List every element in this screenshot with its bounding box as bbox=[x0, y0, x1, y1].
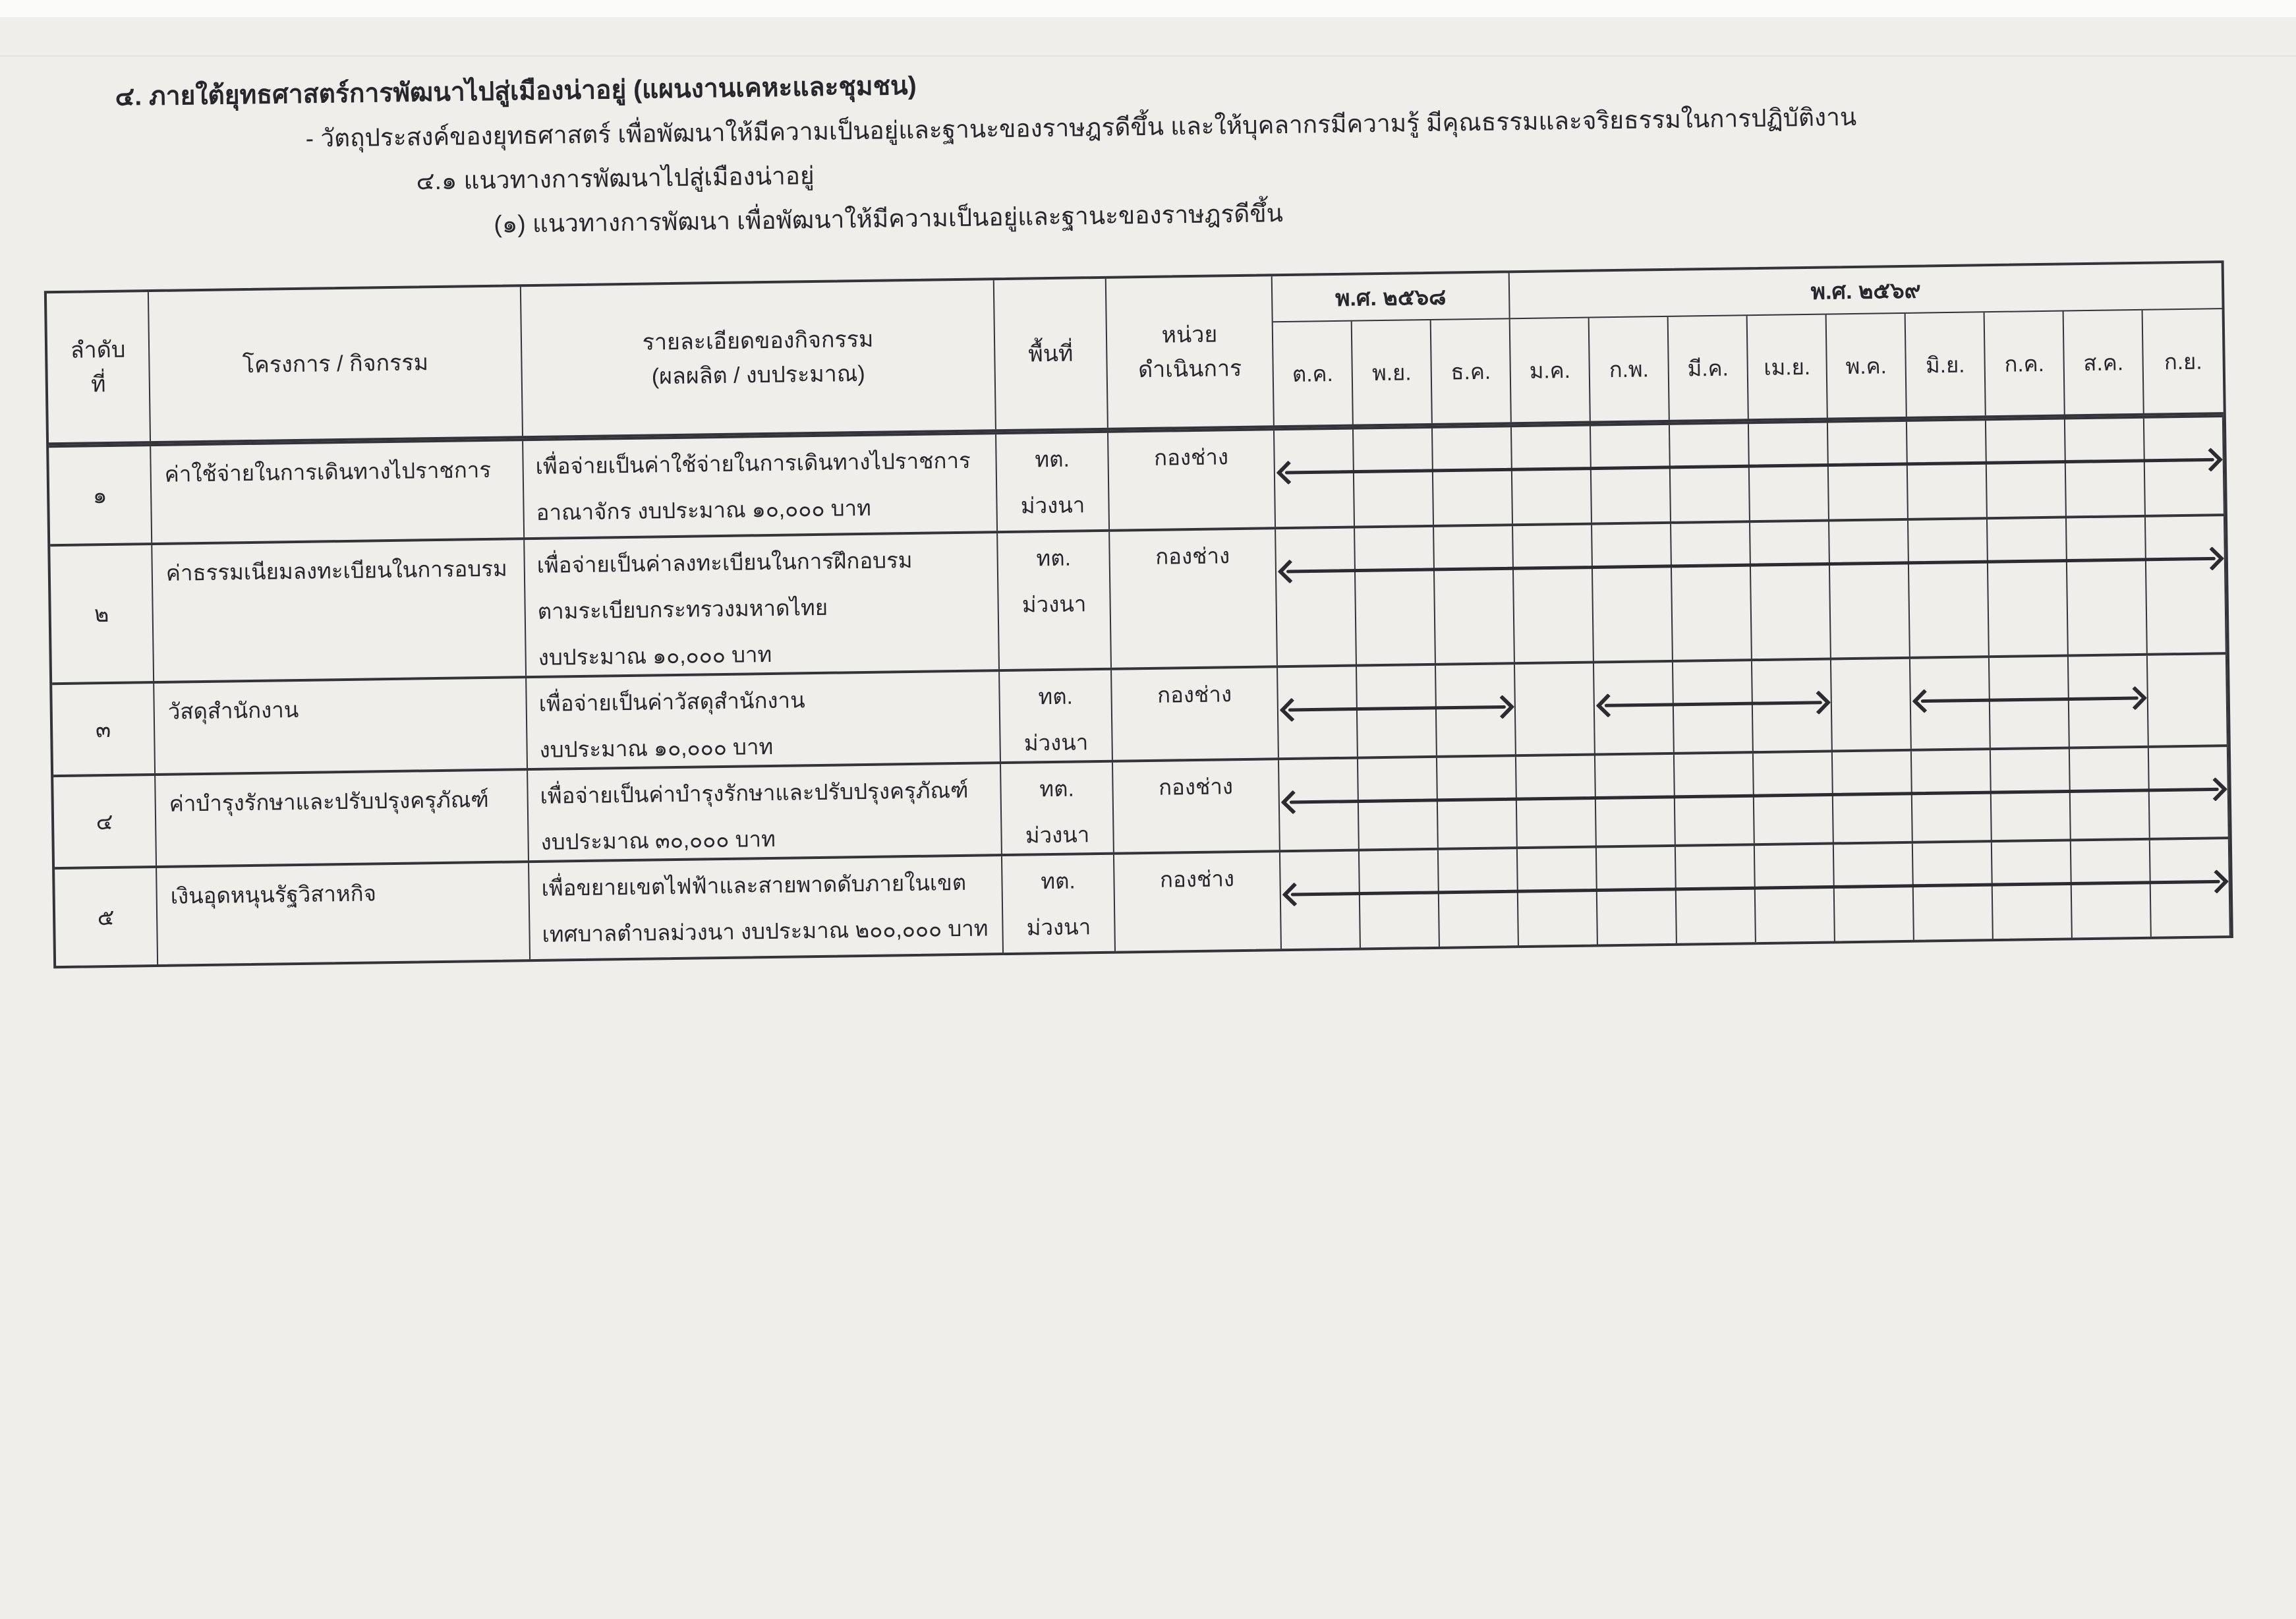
header-unit-cell bbox=[1106, 276, 1275, 427]
area-cell bbox=[996, 433, 1110, 531]
row-number-cell bbox=[55, 868, 158, 966]
row-number: ๑ bbox=[92, 483, 107, 509]
cell-text-line: เพื่อจ่ายเป็นค่าใช้จ่ายในการเดินทางไปราชการ bbox=[535, 448, 971, 479]
unit-name: กองช่าง bbox=[1155, 543, 1230, 569]
gantt-cell bbox=[1279, 747, 2229, 850]
arrow-shaft bbox=[1286, 557, 2216, 574]
cell-text-line: อาณาจักร งบประมาณ ๑๐,๐๐๐ บาท bbox=[536, 495, 872, 525]
month-header-cell: ก.ย. bbox=[2164, 349, 2202, 374]
project-cell bbox=[152, 540, 527, 681]
arrow-right-head-icon bbox=[1490, 695, 1514, 719]
cell-text-line: ม่วงนา bbox=[1021, 591, 1087, 617]
project-name: ค่าใช้จ่ายในการเดินทางไปราชการ bbox=[164, 457, 492, 486]
gantt-arrow bbox=[1282, 693, 1512, 723]
arrow-shaft bbox=[1285, 458, 2214, 475]
unit-cell bbox=[1108, 430, 1276, 529]
month-cell bbox=[1831, 659, 1912, 750]
header-detail-label-2: (ผลผลิต / งบประมาณ) bbox=[651, 361, 865, 390]
gantt-cell bbox=[1276, 516, 2227, 665]
arrow-right-head-icon bbox=[1806, 690, 1831, 715]
month-cell bbox=[1750, 522, 1831, 659]
unit-name: กองช่าง bbox=[1159, 866, 1235, 892]
cell-text-line: ทต. bbox=[1038, 684, 1074, 709]
month-cell bbox=[1988, 518, 2069, 655]
header-gantt-block bbox=[1273, 263, 2224, 425]
heading-subapproach-line: (๑) แนวทางการพัฒนา เพื่อพัฒนาให้มีความเป็นอยู่และฐานะของราษฎรดีขึ้น bbox=[494, 200, 1284, 238]
cell-text-line: เทศบาลตำบลม่วงนา งบประมาณ ๒๐๐,๐๐๐ บาท bbox=[542, 916, 989, 947]
header-no-label-1: ลำดับ bbox=[70, 337, 126, 363]
arrow-left-head-icon bbox=[1912, 689, 1936, 713]
cell-text-line: ทต. bbox=[1039, 776, 1074, 802]
row-number-cell bbox=[49, 446, 152, 544]
table-header-row bbox=[47, 263, 2224, 445]
month-header-cell: ธ.ค. bbox=[1431, 319, 1512, 423]
arrow-left-head-icon bbox=[1282, 883, 1306, 907]
project-name: ค่าธรรมเนียมลงทะเบียนในการอบรม bbox=[165, 556, 508, 585]
arrow-shaft bbox=[1290, 788, 2219, 804]
month-cell bbox=[1434, 526, 1515, 663]
project-name: วัสดุสำนักงาน bbox=[167, 697, 299, 724]
arrow-right-head-icon bbox=[2204, 869, 2229, 894]
month-cell bbox=[2148, 655, 2228, 746]
arrow-right-head-icon bbox=[2203, 777, 2227, 802]
heading-strategy-line: ๔. ภายใต้ยุทธศาสตร์การพัฒนาไปสู่เมืองน่าอยู่ (แผนงานเคหะและชุมชน) bbox=[115, 71, 917, 111]
gantt-cell bbox=[1275, 417, 2225, 527]
unit-name: กองช่าง bbox=[1157, 682, 1232, 707]
cell-text-line: ทต. bbox=[1036, 545, 1072, 571]
arrow-left-head-icon bbox=[1277, 461, 1301, 485]
month-cell bbox=[1515, 664, 1595, 755]
document-heading bbox=[0, 45, 2288, 254]
project-name: เงินอุดหนุนรัฐวิสาหกิจ bbox=[170, 881, 377, 908]
header-unit-label-2: ดำเนินการ bbox=[1137, 355, 1242, 383]
month-cell bbox=[1513, 525, 1594, 662]
cell-text-line: ม่วงนา bbox=[1026, 914, 1091, 940]
month-cell bbox=[1909, 519, 1990, 657]
arrow-shaft bbox=[1291, 880, 2220, 897]
heading-approach-line: ๔.๑ แนวทางการพัฒนาไปสู่เมืองน่าอยู่ bbox=[416, 162, 815, 195]
row-number-cell bbox=[53, 776, 157, 867]
month-header-cell: เม.ย. bbox=[1748, 315, 1828, 419]
header-no-label-2: ที่ bbox=[90, 372, 106, 397]
month-header-cell: พ.ค. bbox=[1827, 314, 1907, 418]
arrow-right-head-icon bbox=[2123, 686, 2147, 711]
unit-name: กองช่าง bbox=[1153, 444, 1229, 470]
project-cell bbox=[157, 863, 531, 964]
project-cell bbox=[154, 678, 528, 773]
year-group-cell: พ.ศ. ๒๕๖๙ bbox=[1810, 278, 1921, 305]
month-header-cell: มิ.ย. bbox=[1906, 312, 1986, 417]
area-cell bbox=[998, 532, 1112, 669]
month-cell bbox=[2146, 516, 2227, 653]
row-number: ๔ bbox=[96, 809, 113, 835]
detail-cell bbox=[528, 764, 1002, 860]
cell-text-line: ทต. bbox=[1041, 868, 1076, 894]
arrow-right-head-icon bbox=[2200, 546, 2224, 571]
cell-text-line: เพื่อจ่ายเป็นค่าบำรุงรักษาและปรับปรุงครุภัณฑ์ bbox=[540, 777, 969, 808]
cell-text-line: เพื่อจ่ายเป็นค่าลงทะเบียนในการฝึกอบรม bbox=[536, 547, 913, 577]
detail-cell bbox=[527, 672, 1001, 768]
gantt-arrow bbox=[1915, 685, 2145, 715]
cell-text-line: ม่วงนา bbox=[1023, 730, 1089, 755]
detail-cell bbox=[523, 434, 998, 537]
arrow-left-head-icon bbox=[1280, 790, 1305, 815]
header-detail-cell bbox=[521, 280, 996, 436]
unit-cell bbox=[1112, 668, 1279, 760]
cell-text-line: งบประมาณ ๓๐,๐๐๐ บาท bbox=[540, 826, 776, 854]
cell-text-line: ม่วงนา bbox=[1020, 492, 1085, 518]
header-area-cell bbox=[994, 279, 1108, 429]
header-area-label: พื้นที่ bbox=[1028, 341, 1074, 367]
area-cell bbox=[1001, 763, 1114, 854]
row-number-cell bbox=[52, 684, 156, 775]
arrow-shaft bbox=[1288, 705, 1506, 712]
gantt-cell bbox=[1278, 655, 2228, 757]
month-cell bbox=[1276, 529, 1357, 666]
month-cell bbox=[1671, 523, 1752, 660]
arrow-left-head-icon bbox=[1280, 698, 1304, 722]
arrow-left-head-icon bbox=[1278, 560, 1302, 584]
month-header-cell: ก.ค. bbox=[1985, 312, 2065, 416]
header-no-cell bbox=[47, 292, 151, 442]
gantt-cell bbox=[1280, 839, 2231, 949]
month-header-cell: ส.ค. bbox=[2064, 310, 2144, 415]
row-number-cell bbox=[50, 545, 154, 682]
cell-text-line: งบประมาณ ๑๐,๐๐๐ บาท bbox=[539, 734, 774, 762]
month-cell bbox=[2067, 517, 2148, 655]
header-unit-label-1: หน่วย bbox=[1161, 322, 1218, 348]
unit-cell bbox=[1110, 529, 1278, 667]
row-number: ๓ bbox=[95, 717, 111, 743]
month-header-cell: ต.ค. bbox=[1273, 322, 1354, 426]
month-header-cell: ม.ค. bbox=[1510, 318, 1591, 423]
month-cell bbox=[1592, 524, 1673, 661]
gantt-arrow bbox=[1599, 690, 1829, 719]
month-header-cell: มี.ค. bbox=[1669, 316, 1749, 420]
month-header-cell: พ.ย. bbox=[1352, 320, 1433, 425]
activity-plan-table bbox=[44, 260, 2233, 968]
unit-name: กองช่าง bbox=[1158, 774, 1234, 800]
arrow-shaft bbox=[1605, 701, 1822, 707]
project-cell bbox=[156, 771, 529, 866]
cell-text-line: ตามระเบียบกระทรวงมหาดไทย bbox=[537, 595, 828, 624]
cell-text-line: เพื่อขยายเขตไฟฟ้าและสายพาดดับภายในเขต bbox=[541, 869, 967, 900]
month-row bbox=[1273, 309, 2224, 425]
cell-text-line: งบประมาณ ๑๐,๐๐๐ บาท bbox=[538, 641, 772, 670]
cell-text-line: ทต. bbox=[1035, 446, 1070, 472]
month-cell bbox=[1829, 521, 1910, 658]
header-detail-label-1: รายละเอียดของกิจกรรม bbox=[642, 326, 874, 355]
cell-text-line: ม่วงนา bbox=[1025, 822, 1090, 848]
cell-text-line: เพื่อจ่ายเป็นค่าวัสดุสำนักงาน bbox=[538, 688, 805, 716]
arrow-shaft bbox=[1921, 697, 2138, 703]
table-body bbox=[49, 415, 2231, 966]
month-cell bbox=[1355, 527, 1436, 664]
row-number: ๕ bbox=[97, 904, 115, 931]
detail-cell bbox=[525, 533, 1000, 676]
area-cell bbox=[1000, 670, 1113, 761]
project-name: ค่าบำรุงรักษาและปรับปรุงครุภัณฑ์ bbox=[169, 786, 490, 816]
unit-cell bbox=[1114, 852, 1282, 951]
detail-cell bbox=[529, 856, 1004, 959]
arrow-right-head-icon bbox=[2198, 448, 2223, 472]
heading-objective-line: - วัตถุประสงค์ของยุทธศาสตร์ เพื่อพัฒนาให้มีความเป็นอยู่และฐานะของราษฎรดีขึ้น และให้บุคลากรมีความรู้ มีคุณธรรมและจริยธรรมในการปฏิบัติงาน bbox=[305, 103, 1857, 152]
unit-cell bbox=[1113, 760, 1280, 852]
year-group-cell: พ.ศ. ๒๕๖๘ bbox=[1273, 273, 1510, 321]
header-project-label: โครงการ / กิจกรรม bbox=[242, 350, 429, 378]
arrow-left-head-icon bbox=[1595, 693, 1620, 718]
area-cell bbox=[1002, 855, 1116, 953]
row-number: ๒ bbox=[94, 601, 109, 628]
header-project-cell bbox=[149, 287, 523, 441]
month-header-cell: ก.พ. bbox=[1590, 317, 1670, 421]
project-cell bbox=[151, 441, 525, 543]
